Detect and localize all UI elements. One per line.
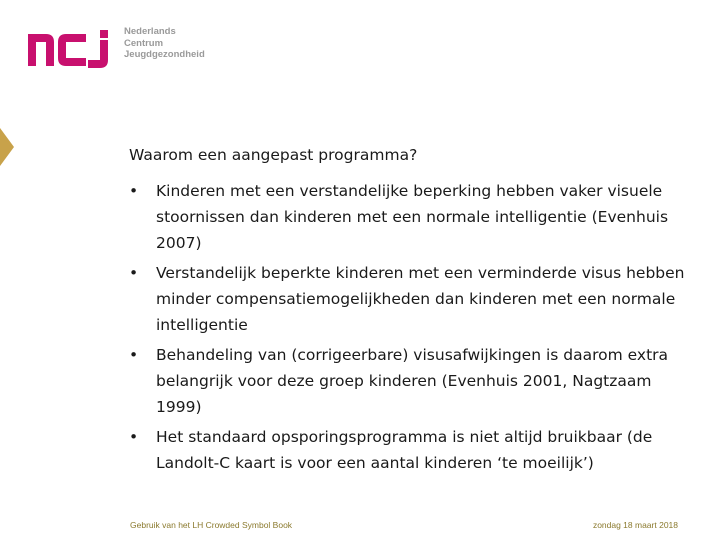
footer-date: zondag 18 maart 2018 xyxy=(592,520,678,530)
bullet-text: Kinderen met een verstandelijke beperking hebben vaker visuele stoornissen dan kinderen met een normale intelligentie (Evenhuis 2007) xyxy=(156,182,669,252)
bullet-item xyxy=(129,424,689,476)
bullet-list xyxy=(129,178,689,476)
logo-line-2: Centrum xyxy=(124,37,164,49)
bullet-text: Verstandelijk beperkte kinderen met een verminderde visus hebben minder compensatiemogelijkheden dan kinderen met een normale intelligentie xyxy=(156,264,685,334)
logo-line-3: Jeugdgezondheid xyxy=(124,49,205,60)
ncj-logo xyxy=(28,26,208,70)
slide-content xyxy=(129,146,689,480)
bullet-item xyxy=(129,178,689,256)
logo-line-1: Nederlands xyxy=(124,26,176,37)
bullet-icon: • xyxy=(129,346,139,364)
logo-text xyxy=(124,26,205,61)
slide-heading: Waarom een aangepast programma? xyxy=(129,146,418,164)
bullet-icon: • xyxy=(129,428,139,446)
bullet-text: Het standaard opsporingsprogramma is niet altijd bruikbaar (de Landolt-C kaart is voor een aantal kinderen ‘te moeilijk’) xyxy=(156,428,653,472)
bullet-icon: • xyxy=(129,264,139,282)
bullet-icon: • xyxy=(129,182,139,200)
bullet-item xyxy=(129,260,689,338)
footer-title: Gebruik van het LH Crowded Symbol Book xyxy=(130,520,293,530)
ncj-logo-mark xyxy=(28,30,118,68)
bullet-item xyxy=(129,342,689,420)
bullet-text: Behandeling van (corrigeerbare) visusafwijkingen is daarom extra belangrijk voor deze groep kinderen (Evenhuis 2001, Nagtzaam 1999) xyxy=(156,346,669,416)
side-arrow-marker xyxy=(0,128,14,166)
